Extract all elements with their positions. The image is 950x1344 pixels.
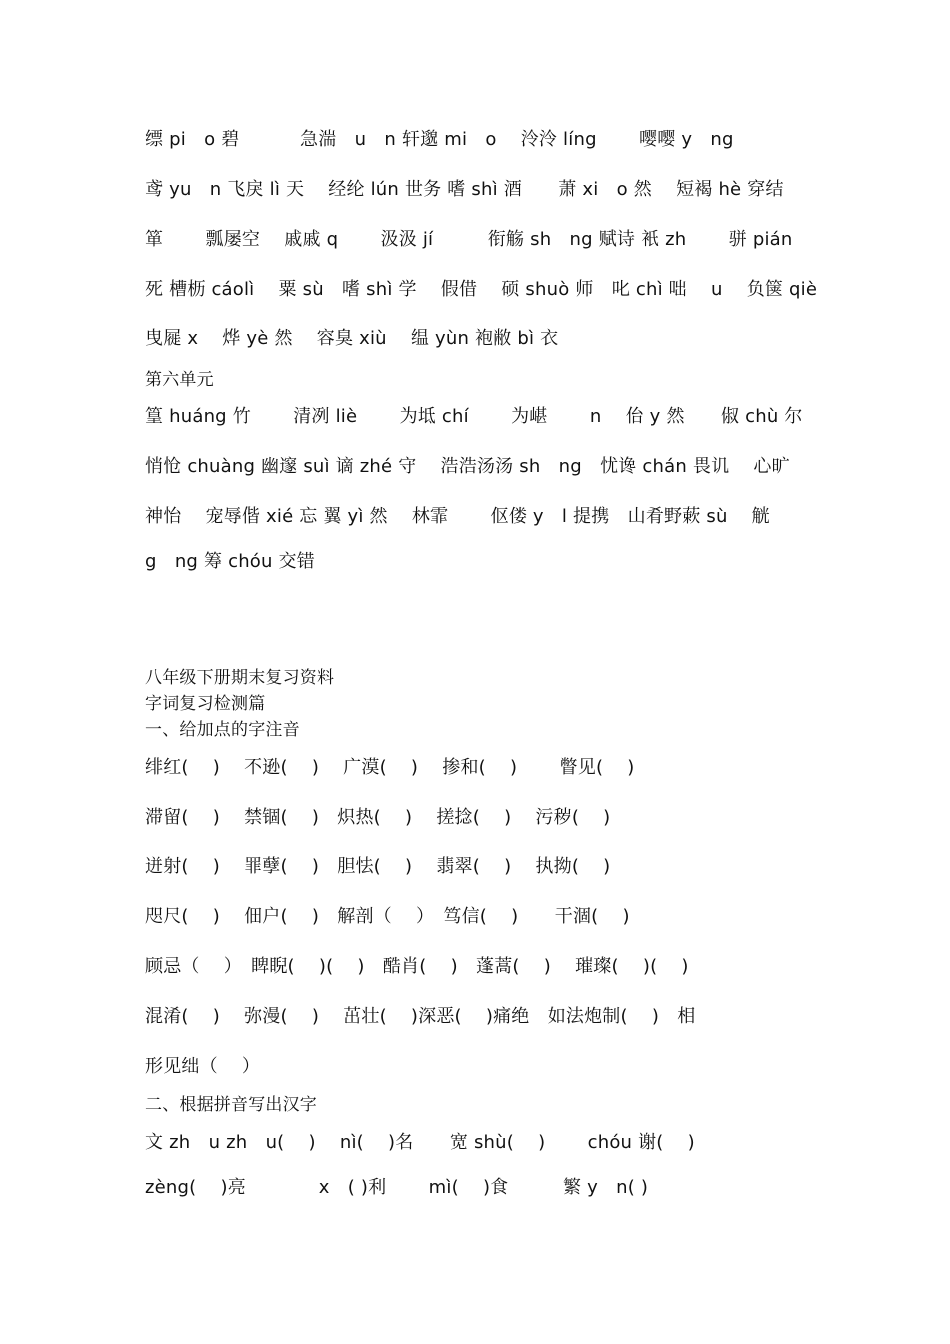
vocab-line: g ng 筹 chóu 交错 xyxy=(145,551,315,572)
vocab-line: 缥 pi o 碧 急湍 u n 轩邈 mi o 泠泠 líng 嘤嘤 y ng xyxy=(145,129,734,150)
vocab-line: 鸢 yu n 飞戾 lì 天 经纶 lún 世务 嗜 shì 酒 萧 xi o 然 短褐 hè 穿结 xyxy=(145,179,784,200)
exercise-line: 绯红( ) 不逊( ) 广漠( ) 掺和( ) 瞥见( ) xyxy=(145,757,635,778)
exercise-line: 滞留( ) 禁锢( ) 炽热( ) 搓捻( ) 污秽( ) xyxy=(145,807,611,828)
review-subtitle: 字词复习检测篇 xyxy=(145,694,266,714)
exercise-line: zèng( )亮 x ( )利 mì( )食 繁 y n( ) xyxy=(145,1177,649,1198)
unit-title: 第六单元 xyxy=(145,370,214,390)
vocab-line: 悄怆 chuàng 幽邃 suì 谪 zhé 守 浩浩汤汤 sh ng 忧谗 chán 畏讥 心旷 xyxy=(145,456,790,477)
exercise-line: 文 zh u zh u( ) nì( )名 宽 shù( ) chóu 谢( ) xyxy=(145,1132,695,1153)
question-heading: 一、给加点的字注音 xyxy=(145,720,300,740)
review-title: 八年级下册期末复习资料 xyxy=(145,668,335,688)
exercise-line: 咫尺( ) 佃户( ) 解剖（ ） 笃信( ) 干涸( ) xyxy=(145,906,630,927)
vocab-line: 篁 huáng 竹 清冽 liè 为坻 chí 为嵁 n 佁 y 然 俶 chù 尔 xyxy=(145,406,803,427)
vocab-line: 神怡 宠辱偕 xié 忘 翼 yì 然 林霏 伛偻 y l 提携 山肴野蔌 sù 觥 xyxy=(145,506,770,527)
exercise-line: 形见绌（ ） xyxy=(145,1056,261,1077)
vocab-line: 死 槽枥 cáolì 粟 sù 嗜 shì 学 假借 硕 shuò 师 叱 chì 咄 u 负箧 qiè xyxy=(145,279,818,300)
exercise-line: 混淆( ) 弥漫( ) 茁壮( )深恶( )痛绝 如法炮制( ) 相 xyxy=(145,1006,696,1027)
vocab-line: 箪 瓢屡空 戚戚 q 汲汲 jí 衔觞 sh ng 赋诗 衹 zh 骈 pián xyxy=(145,229,793,250)
question-heading: 二、根据拼音写出汉字 xyxy=(145,1095,317,1115)
exercise-line: 迸射( ) 罪孽( ) 胆怯( ) 翡翠( ) 执拗( ) xyxy=(145,856,611,877)
vocab-line: 曳屣 x 烨 yè 然 容臭 xiù 缊 yùn 袍敝 bì 衣 xyxy=(145,328,559,349)
exercise-line: 顾忌（ ） 睥睨( )( ) 酷肖( ) 蓬蒿( ) 璀璨( )( ) xyxy=(145,956,689,977)
